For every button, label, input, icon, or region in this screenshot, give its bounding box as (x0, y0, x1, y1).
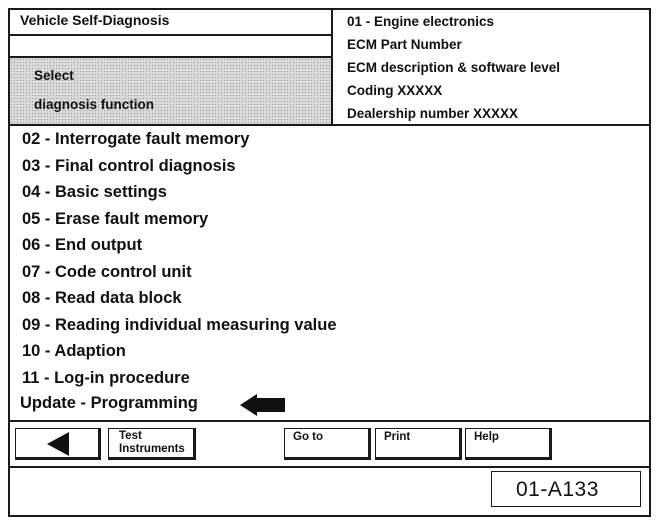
blank-cell (10, 36, 331, 58)
menu-item-log-in-procedure[interactable]: 11 - Log-in procedure (22, 368, 190, 387)
menu-item-reading-measuring-value[interactable]: 09 - Reading individual measuring value (22, 315, 337, 334)
menu-item-code-control-unit[interactable]: 07 - Code control unit (22, 262, 192, 281)
coding: Coding XXXXX (347, 83, 443, 98)
ecm-description: ECM description & software level (347, 60, 561, 75)
menu-item-interrogate-fault-memory[interactable]: 02 - Interrogate fault memory (22, 130, 250, 148)
header-left-panel (10, 10, 333, 125)
menu-item-read-data-block[interactable]: 08 - Read data block (22, 289, 182, 307)
test-instruments-label (119, 430, 185, 456)
go-to-label: Go to (293, 431, 324, 443)
ecm-part-number: ECM Part Number (347, 37, 462, 52)
control-unit-info-panel (333, 10, 649, 125)
go-to-button[interactable] (284, 428, 371, 460)
print-label: Print (384, 431, 411, 443)
menu-item-end-output[interactable]: 06 - End output (22, 236, 143, 254)
figure-label-box (491, 471, 641, 507)
left-arrow-icon (240, 394, 286, 416)
left-triangle-icon (46, 431, 70, 457)
title-cell (10, 10, 331, 36)
menu-item-final-control-diagnosis[interactable]: 03 - Final control diagnosis (22, 156, 236, 175)
back-button[interactable] (15, 428, 101, 460)
menu-item-basic-settings[interactable]: 04 - Basic settings (22, 183, 167, 201)
menu-item-erase-fault-memory[interactable]: 05 - Erase fault memory (22, 209, 209, 228)
select-prompt-cell (10, 58, 331, 124)
control-unit-name: 01 - Engine electronics (347, 14, 495, 29)
menu-item-adaption[interactable]: 10 - Adaption (22, 342, 126, 360)
diagnosis-screen (8, 8, 651, 517)
test-label-line2: Instruments (119, 443, 185, 455)
buttons-separator (10, 466, 649, 468)
test-instruments-button[interactable] (108, 428, 196, 460)
select-prompt-line1: Select (34, 68, 74, 83)
select-prompt-line2: diagnosis function (34, 97, 154, 112)
update-programming-label: Update - Programming (20, 394, 198, 412)
diagnosis-function-menu (10, 126, 649, 421)
help-label: Help (474, 431, 499, 443)
help-button[interactable] (465, 428, 552, 460)
figure-label: 01-A133 (516, 478, 599, 501)
screen-title: Vehicle Self-Diagnosis (20, 12, 170, 28)
dealership-number: Dealership number XXXXX (347, 106, 519, 121)
menu-separator (10, 420, 649, 422)
print-button[interactable] (375, 428, 462, 460)
test-label-line1: Test (119, 430, 142, 442)
